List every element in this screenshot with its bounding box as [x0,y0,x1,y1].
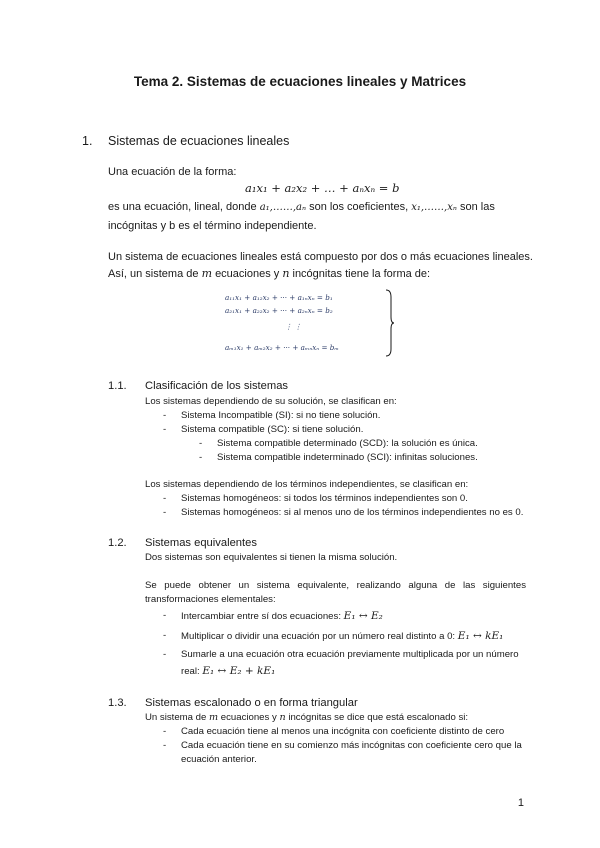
section-1-1-heading: Clasificación de los sistemas [145,380,289,392]
bullet-dash: - [163,507,167,518]
coefficients-line [108,199,526,216]
transform-swap-text: Intercambiar entre sí dos ecuaciones: [181,611,341,622]
bullet-dash: - [199,452,203,463]
transform-scale [181,629,503,644]
echelon-intro-a: Un sistema de [145,712,207,723]
equation-intro: Una ecuación de la forma: [108,166,237,178]
sys-n: n [282,267,290,280]
system-row-dots: ⋮ ⋮ [285,322,302,331]
coef-text-b: son los coeficientes, [309,201,409,213]
echelon-intro-b: ecuaciones y [220,712,277,723]
system-row-m: aₘ₁x₁ + aₘ₂x₂ + ··· + aₘₙxₙ = bₘ [225,343,339,352]
bullet-dash: - [163,740,167,751]
section-1-2-heading: Sistemas equivalentes [145,537,257,549]
bullet-dash: - [163,649,167,660]
classification-intro: Los sistemas dependiendo de su solución, se clasifican en: [145,396,397,407]
list-item-homogeneous: Sistemas homogéneos: si todos los términos independientes son 0. [181,493,468,504]
page-title: Tema 2. Sistemas de ecuaciones lineales y Matrices [133,74,467,89]
equivalent-para-2: transformaciones elementales: [145,594,276,605]
sys-m: m [201,267,212,280]
bullet-dash: - [163,726,167,737]
echelon-intro-c: incógnitas se dice que está escalonado si: [288,712,469,723]
section-1-heading: Sistemas de ecuaciones lineales [108,134,290,148]
transform-add [181,664,275,679]
equivalent-para-1: Se puede obtener un sistema equivalente, realizando alguna de las siguientes [145,580,526,591]
bullet-dash: - [163,410,167,421]
transform-scale-text: Multiplicar o dividir una ecuación por un número real distinto a 0: [181,631,456,642]
transform-add-text-2: real: [181,666,200,677]
echelon-item-2b: ecuación anterior. [181,754,257,765]
page-number: 1 [517,797,524,809]
coef-text-c: son las [459,201,495,213]
transform-swap-math: E₁ ↔ E₂ [343,610,383,622]
list-item-nonhomogeneous: Sistemas homogéneos: si al menos uno de los términos independientes no es 0. [181,507,524,518]
bullet-dash: - [163,424,167,435]
bullet-dash: - [163,493,167,504]
system-row-1: a₁₁x₁ + a₁₂x₂ + ··· + a₁ₙxₙ = b₁ [225,293,333,302]
sys-text-c: incógnitas tiene la forma de: [292,268,431,280]
sys-text-b: ecuaciones y [215,268,280,280]
section-1-1-number: 1.1. [108,380,127,392]
echelon-n: n [279,712,286,723]
system-description-1: Un sistema de ecuaciones lineales está compuesto por dos o más ecuaciones lineales. [108,251,533,263]
list-item-sc: Sistema compatible (SC): si tiene solución. [181,424,364,435]
linear-equation: a₁x₁ + a₂x₂ + … + aₙxₙ = b [245,181,400,195]
echelon-m: m [209,712,219,723]
system-description-2 [108,265,430,283]
list-item-scd: Sistema compatible determinado (SCD): la solución es única. [217,438,478,449]
section-1-2-number: 1.2. [108,537,127,549]
right-brace-icon [385,289,395,357]
transform-swap [181,609,383,624]
list-item-si: Sistema Incompatible (SI): si no tiene solución. [181,410,381,421]
equation-system [225,293,395,358]
section-1-number: 1. [82,134,93,148]
var-symbols: x₁,……,xₙ [411,202,457,213]
transform-add-text: Sumarle a una ecuación otra ecuación previamente multiplicada por un número [181,649,519,660]
system-row-2: a₂₁x₁ + a₂₂x₂ + ··· + a₂ₙxₙ = b₂ [225,306,333,315]
bullet-dash: - [163,630,167,641]
transform-scale-math: E₁ ↔ kE₁ [457,630,504,642]
sys-text-a: Así, un sistema de [108,268,199,280]
classification-intro-2: Los sistemas dependiendo de los términos independientes, se clasifican en: [145,479,469,490]
coef-text-a: es una ecuación, lineal, donde [108,201,257,213]
bullet-dash: - [163,610,167,621]
transform-add-math: E₁ ↔ E₂ + kE₁ [202,665,276,677]
coef-symbols: a₁,……,aₙ [259,202,307,213]
echelon-item-2: Cada ecuación tiene en su comienzo más incógnitas con coeficiente cero que la [181,740,522,751]
section-1-3-heading: Sistemas escalonado o en forma triangular [145,697,358,709]
list-item-sci: Sistema compatible indeterminado (SCI): infinitas soluciones. [217,452,478,463]
section-1-3-number: 1.3. [108,697,127,709]
equivalent-intro: Dos sistemas son equivalentes si tienen la misma solución. [145,552,398,563]
echelon-intro [145,711,468,725]
independent-term-line: incógnitas y b es el término independiente. [108,220,317,232]
bullet-dash: - [199,438,203,449]
echelon-item-1: Cada ecuación tiene al menos una incógnita con coeficiente distinto de cero [181,726,505,737]
